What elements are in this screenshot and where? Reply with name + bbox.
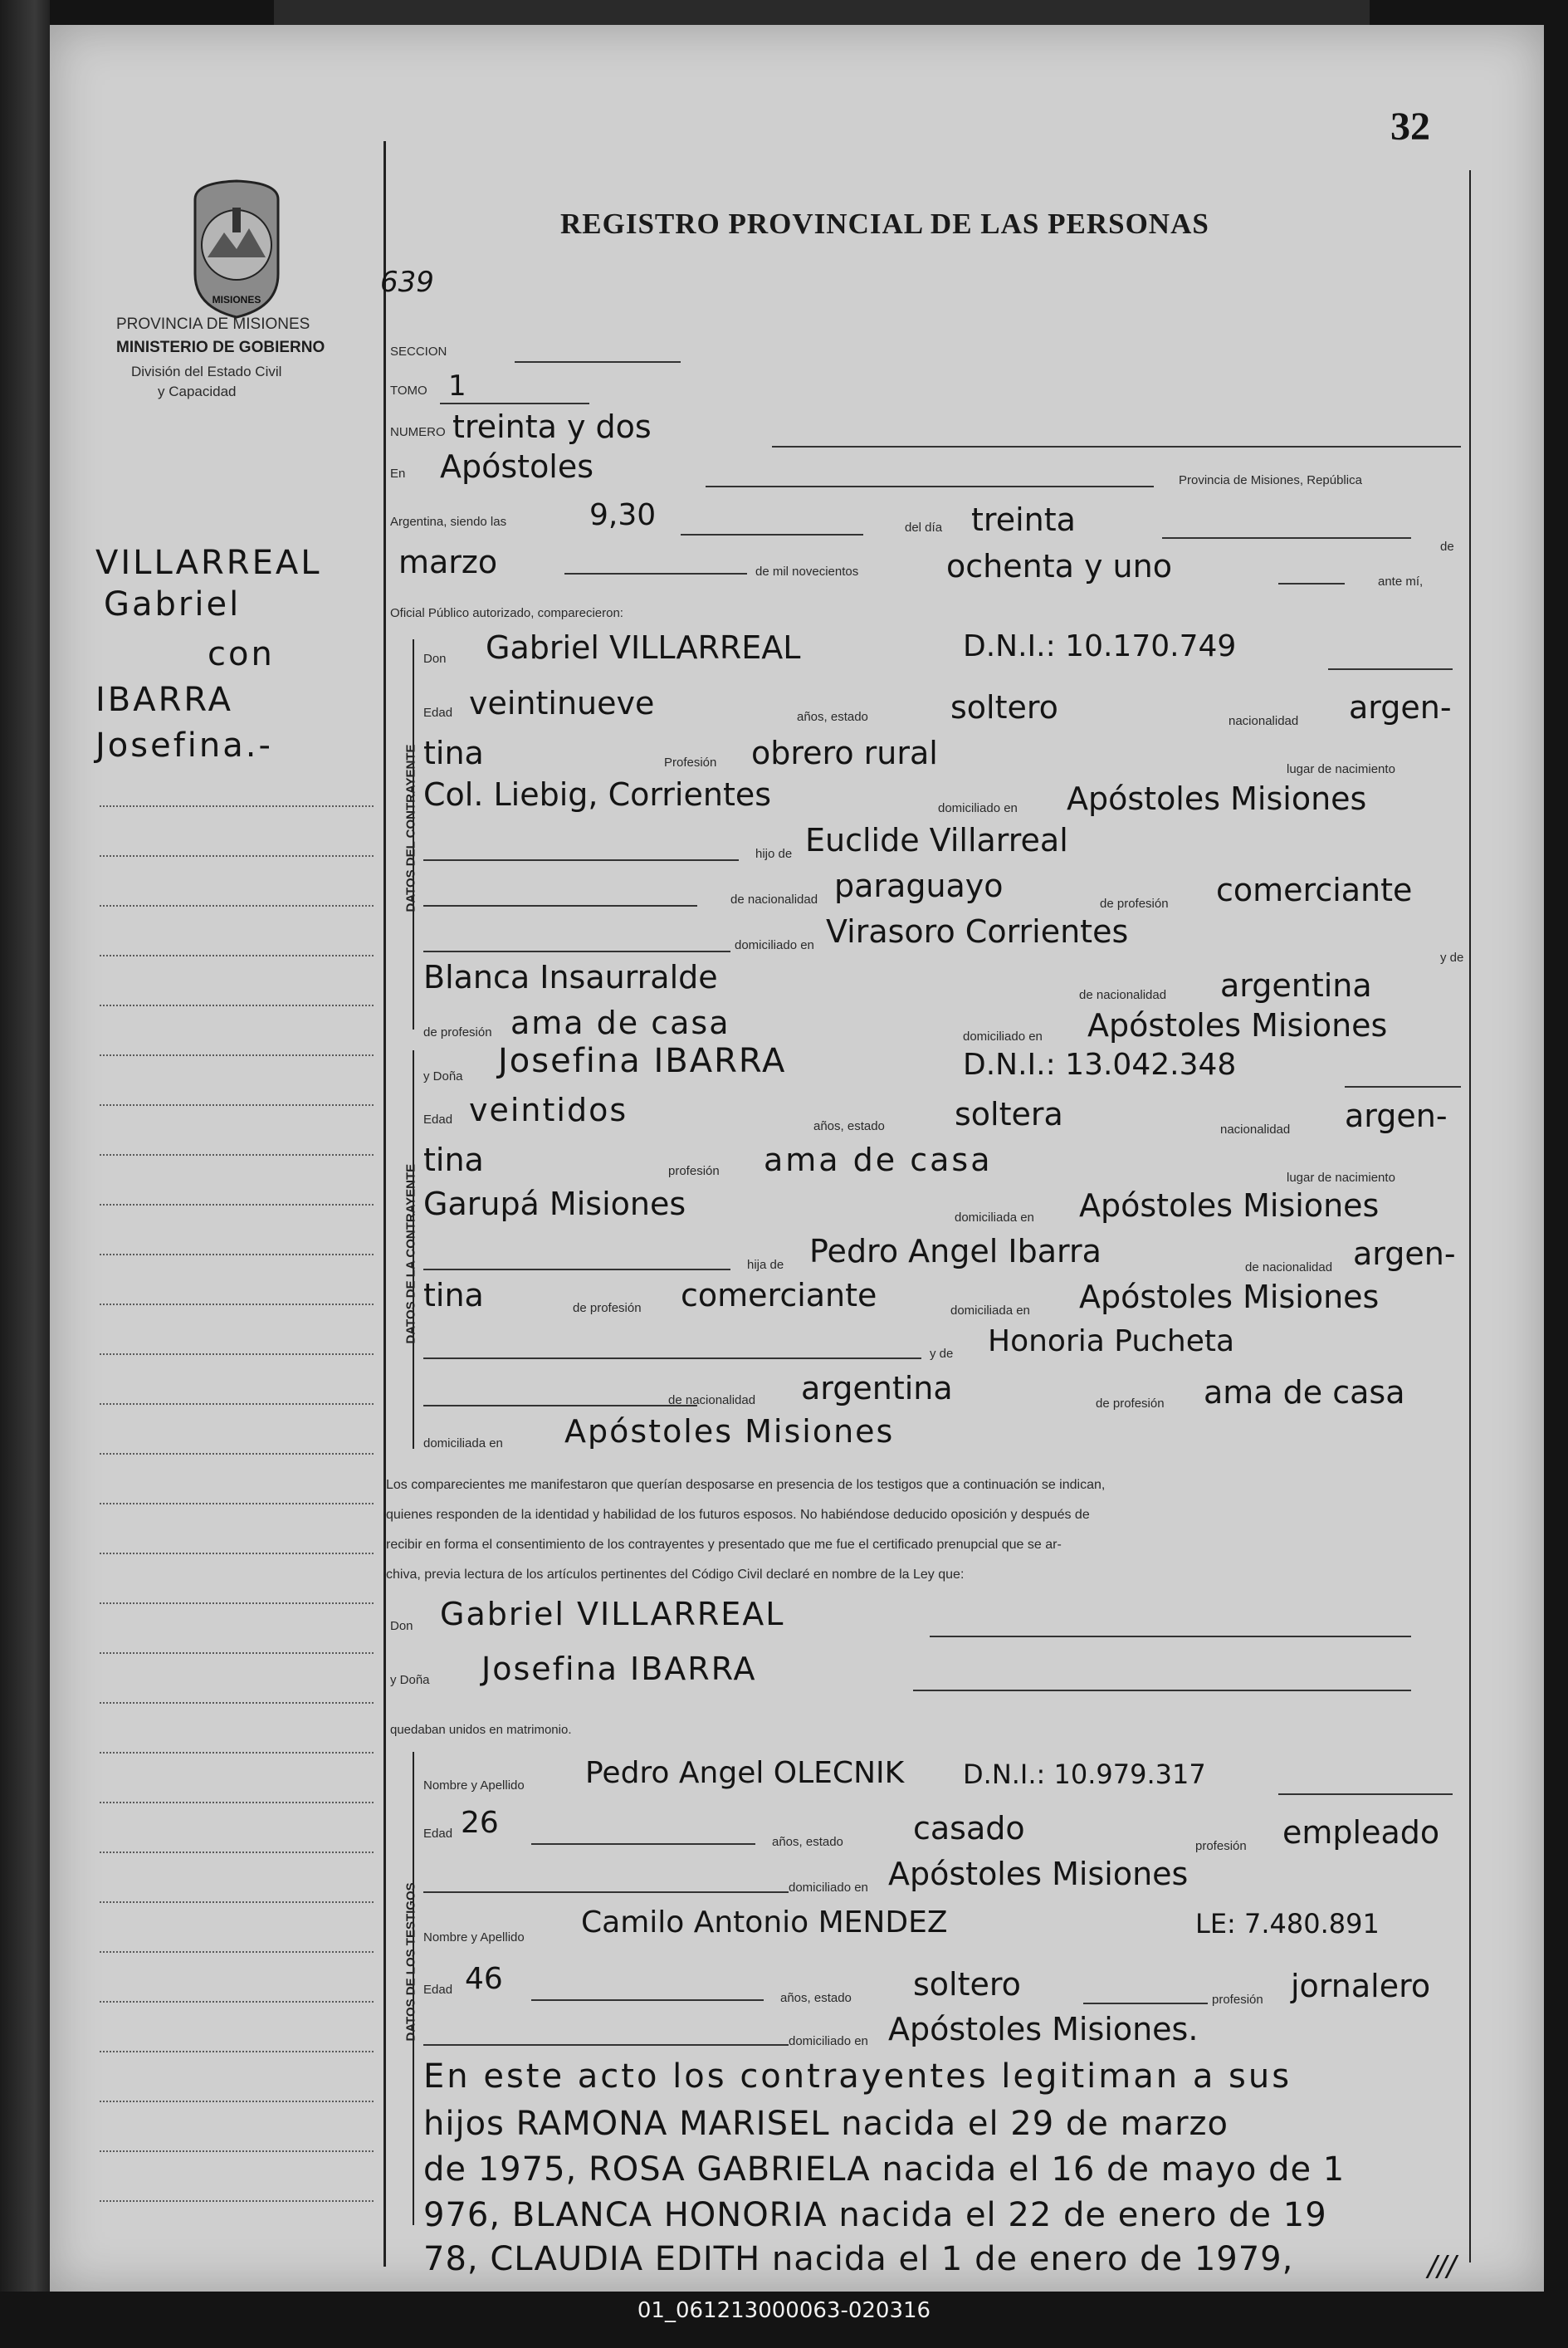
margin-note-line: con <box>208 635 275 673</box>
oficial-label: Oficial Público autorizado, comparecieron: <box>390 606 623 620</box>
profesion-label-f: profesión <box>668 1164 720 1178</box>
t2-status: soltero <box>913 1966 1021 2003</box>
padre-dom-label-f: domiciliada en <box>950 1304 1030 1318</box>
t2-age: 46 <box>465 1962 503 1996</box>
domicilio-label: domiciliado en <box>938 801 1018 815</box>
t2-dom-label: domiciliado en <box>789 2034 868 2048</box>
lugar-nac-label-f: lugar de nacimiento <box>1287 1171 1395 1185</box>
t1-name: Pedro Angel OLECNIK <box>585 1756 905 1790</box>
bride-age: veintidos <box>469 1092 628 1128</box>
margin-rule <box>383 141 386 2267</box>
padre-nac-label: de nacionalidad <box>730 893 818 907</box>
seccion-label: SECCION <box>390 345 447 359</box>
t2-doc: LE: 7.480.891 <box>1195 1908 1380 1940</box>
mes-value: marzo <box>398 544 498 580</box>
lugar-nac-label: lugar de nacimiento <box>1287 762 1395 776</box>
groom-mother: Blanca Insaurralde <box>423 959 718 995</box>
nacionalidad-label-f: nacionalidad <box>1220 1123 1291 1137</box>
lugar-label: En <box>390 467 406 481</box>
anos-label-f: años, estado <box>813 1119 885 1133</box>
edad-label-f: Edad <box>423 1113 453 1127</box>
end-mark: /// <box>1428 2250 1457 2283</box>
padre-nac-label-f: de nacionalidad <box>1245 1260 1333 1274</box>
anio-label: de mil novecientos <box>755 565 859 579</box>
groom-profession: obrero rural <box>751 735 938 771</box>
svg-text:MISIONES: MISIONES <box>212 294 261 306</box>
t1-edad-label: Edad <box>423 1827 453 1841</box>
t1-prof-label: profesión <box>1195 1839 1247 1853</box>
profesion-label: Profesión <box>664 756 717 770</box>
groom-mother-address: Apóstoles Misiones <box>1087 1007 1388 1044</box>
margin-note-line: Josefina.- <box>95 726 273 765</box>
note-line: 78, CLAUDIA EDITH nacida el 1 de enero de 1979, <box>423 2240 1294 2278</box>
note-line: hijos RAMONA MARISEL nacida el 29 de marzo <box>423 2105 1229 2143</box>
groom-nationality: argen- <box>1349 689 1452 726</box>
nacionalidad-label: nacionalidad <box>1229 714 1299 728</box>
image-filename: 01_061213000063-020316 <box>637 2298 931 2323</box>
anio-value: ochenta y uno <box>946 548 1172 585</box>
document-page <box>50 25 1544 2292</box>
t2-prof-label: profesión <box>1212 1993 1263 2007</box>
hora-label: Argentina, siendo las <box>390 515 507 529</box>
bride-name: Josefina IBARRA <box>498 1042 787 1080</box>
bride-father-profession: comerciante <box>681 1277 877 1313</box>
t2-edad-label: Edad <box>423 1983 453 1997</box>
numero-label: NUMERO <box>390 425 446 439</box>
declaration-line: Los comparecientes me manifestaron que querían desposarse en presencia de los testigos que a continuación se indican, <box>386 1478 1106 1492</box>
bride-mother-address: Apóstoles Misiones <box>564 1413 895 1450</box>
provincia-label: Provincia de Misiones, República <box>1179 473 1362 487</box>
numero-value: treinta y dos <box>452 408 652 445</box>
groom-address: Apóstoles Misiones <box>1067 780 1367 817</box>
groom-age: veintinueve <box>469 685 655 722</box>
bride-nationality: argen- <box>1345 1098 1448 1134</box>
t1-status: casado <box>913 1810 1025 1847</box>
t2-address: Apóstoles Misiones. <box>888 2011 1199 2047</box>
domicilio-label-f: domiciliada en <box>955 1211 1034 1225</box>
right-rule <box>1469 170 1471 2262</box>
t1-age: 26 <box>461 1806 499 1840</box>
bride-dni: D.N.I.: 13.042.348 <box>963 1048 1237 1082</box>
issuer-ministry: MINISTERIO DE GOBIERNO <box>116 339 325 356</box>
don-label: Don <box>423 652 447 666</box>
bride-father-nationality-cont: tina <box>423 1277 484 1313</box>
groom-father-nationality: paraguayo <box>834 868 1004 904</box>
dia-value: treinta <box>971 501 1076 538</box>
edad-label: Edad <box>423 706 453 720</box>
groom-birthplace: Col. Liebig, Corrientes <box>423 776 772 813</box>
hija-label: hija de <box>747 1258 784 1272</box>
bride-mother: Honoria Pucheta <box>988 1324 1235 1358</box>
groom-mother-profession: ama de casa <box>510 1005 730 1041</box>
padre-dom-label: domiciliado en <box>735 938 814 952</box>
ante-label: ante mí, <box>1378 575 1424 589</box>
bride-status: soltera <box>955 1096 1063 1132</box>
issuer-province: PROVINCIA DE MISIONES <box>116 316 310 333</box>
tomo-value: 1 <box>448 369 466 403</box>
padre-prof-label: de profesión <box>1100 897 1169 911</box>
bride-profession: ama de casa <box>764 1142 993 1178</box>
madre-dom-label-f: domiciliada en <box>423 1436 503 1450</box>
bride-father-nationality: argen- <box>1353 1235 1456 1272</box>
declaration-line: quienes responden de la identidad y habilidad de los futuros esposos. No habiéndose deducido oposición y después de <box>386 1508 1090 1522</box>
madre-dom-label: domiciliado en <box>963 1030 1043 1044</box>
decl-don-label: Don <box>390 1619 413 1633</box>
margin-note-line: Gabriel <box>104 585 242 624</box>
issuer-division: División del Estado Civil <box>131 364 282 379</box>
bride-father: Pedro Angel Ibarra <box>809 1233 1102 1269</box>
bride-nationality-cont: tina <box>423 1142 484 1178</box>
t1-label: Nombre y Apellido <box>423 1778 525 1793</box>
decl-quedaban: quedaban unidos en matrimonio. <box>390 1723 572 1737</box>
province-seal-icon <box>183 174 291 324</box>
t1-profession: empleado <box>1282 1814 1440 1851</box>
decl-bride: Josefina IBARRA <box>481 1651 757 1687</box>
section-label-contrayente: DATOS DEL CONTRAYENTE <box>403 744 418 912</box>
lugar-value: Apóstoles <box>440 448 594 485</box>
note-line: 976, BLANCA HONORIA nacida el 22 de enero de 19 <box>423 2196 1327 2234</box>
page-number: 32 <box>1390 105 1430 149</box>
groom-dni: D.N.I.: 10.170.749 <box>963 629 1237 663</box>
y-de-label: y de <box>1440 951 1464 965</box>
dia-label: del día <box>905 521 943 535</box>
hora-value: 9,30 <box>589 498 657 532</box>
decl-groom: Gabriel VILLARREAL <box>440 1596 785 1632</box>
t2-anos-label: años, estado <box>780 1991 852 2005</box>
margin-note-line: VILLARREAL <box>95 544 322 582</box>
declaration-line: chiva, previa lectura de los artículos pertinentes del Código Civil declaré en nombre de la Ley que: <box>386 1568 965 1582</box>
groom-father-address: Virasoro Corrientes <box>826 913 1129 950</box>
declaration-line: recibir en forma el consentimiento de los contrayentes y presentado que me fue el certificado prenupcial que se ar- <box>386 1538 1062 1552</box>
bride-birthplace: Garupá Misiones <box>423 1186 686 1222</box>
groom-nationality-cont: tina <box>423 735 484 771</box>
madre-prof-label: de profesión <box>423 1025 492 1039</box>
issuer-division-2: y Capacidad <box>158 384 237 399</box>
document-title: REGISTRO PROVINCIAL DE LAS PERSONAS <box>560 208 1209 240</box>
bride-father-address: Apóstoles Misiones <box>1079 1279 1380 1315</box>
groom-name: Gabriel VILLARREAL <box>486 629 801 666</box>
bride-address: Apóstoles Misiones <box>1079 1187 1380 1224</box>
t1-anos-label: años, estado <box>772 1835 843 1849</box>
note-line: En este acto los contrayentes legitiman a sus <box>423 2057 1292 2096</box>
hijo-label: hijo de <box>755 847 793 861</box>
t2-profession: jornalero <box>1291 1968 1431 2004</box>
section-label-testigos: DATOS DE LOS TESTIGOS <box>403 1882 418 2042</box>
handwritten-mark: 639 <box>380 266 434 299</box>
bride-mother-profession: ama de casa <box>1204 1374 1405 1411</box>
anos-label: años, estado <box>797 710 868 724</box>
groom-status: soltero <box>950 689 1058 726</box>
section-label-contrayente-f: DATOS DE LA CONTRAYENTE <box>403 1163 418 1344</box>
y-de-label-f: y de <box>930 1347 954 1361</box>
book-top-edge <box>274 0 1370 27</box>
groom-mother-nationality: argentina <box>1220 967 1372 1004</box>
de-label: de <box>1440 540 1454 554</box>
note-line: de 1975, ROSA GABRIELA nacida el 16 de mayo de 1 <box>423 2150 1346 2189</box>
decl-dona-label: y Doña <box>390 1673 430 1687</box>
t2-name: Camilo Antonio MENDEZ <box>581 1905 948 1940</box>
madre-nac-label-f: de nacionalidad <box>668 1393 756 1407</box>
groom-father-profession: comerciante <box>1216 872 1413 908</box>
t1-dni: D.N.I.: 10.979.317 <box>963 1759 1206 1790</box>
tomo-label: TOMO <box>390 384 427 398</box>
t2-label: Nombre y Apellido <box>423 1930 525 1944</box>
t1-dom-label: domiciliado en <box>789 1881 868 1895</box>
padre-prof-label-f: de profesión <box>573 1301 642 1315</box>
madre-prof-label-f: de profesión <box>1096 1397 1165 1411</box>
bride-mother-nationality: argentina <box>801 1370 953 1406</box>
dona-label: y Doña <box>423 1069 463 1084</box>
margin-note-line: IBARRA <box>95 681 233 719</box>
groom-father: Euclide Villarreal <box>805 822 1068 858</box>
madre-nac-label: de nacionalidad <box>1079 988 1167 1002</box>
book-binding <box>0 0 50 2292</box>
t1-address: Apóstoles Misiones <box>888 1856 1189 1892</box>
